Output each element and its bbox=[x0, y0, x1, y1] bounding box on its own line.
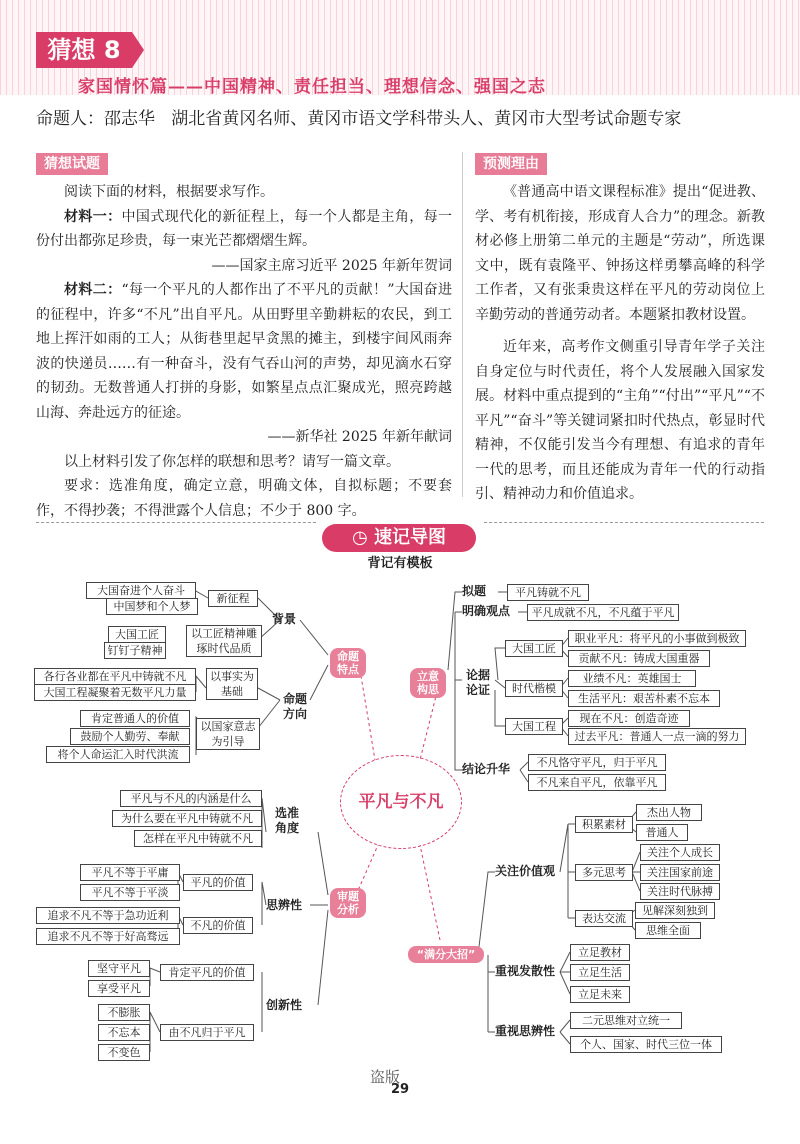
bl-leaf-9: 不变色 bbox=[98, 1044, 150, 1061]
hub-proposition: 命题特点 bbox=[330, 648, 366, 678]
br-critical: 重视思辨性 bbox=[495, 1024, 556, 1038]
tl-leaf-3: 大国工匠 bbox=[108, 626, 166, 643]
tl-craftsman: 以工匠精神雕琢时代品质 bbox=[186, 625, 262, 657]
br-spread-2: 立足生活 bbox=[570, 964, 630, 981]
author-label: 命题人：邵志华 bbox=[36, 109, 155, 129]
material-two-source: ——新华社 2025 年新年献词 bbox=[267, 429, 452, 445]
tr-viewpoint-value: 平凡成就不凡，不凡蕴于平凡 bbox=[527, 604, 679, 621]
bl-angle-2: 为什么要在平凡中铸就不凡 bbox=[112, 810, 262, 827]
br-leaf-4: 关注国家前途 bbox=[640, 864, 720, 881]
br-leaf-7: 思维全面 bbox=[635, 922, 701, 939]
intro-text: 阅读下面的材料，根据要求写作。 bbox=[64, 184, 274, 200]
bl-dialectic: 思辨性 bbox=[266, 898, 303, 912]
tl-leaf-5: 各行各业都在平凡中铸就不凡 bbox=[34, 668, 196, 685]
bl-mid-1: 平凡的价值 bbox=[183, 874, 253, 891]
br-leaf-5: 关注时代脉搏 bbox=[640, 883, 720, 900]
tl-leaf-6: 大国工程凝聚着无数平凡力量 bbox=[34, 684, 196, 701]
tr-argument: 论据论证 bbox=[465, 668, 490, 697]
hub-tips: “满分大招” bbox=[408, 946, 484, 963]
bl-leaf-6: 享受平凡 bbox=[88, 980, 150, 997]
bl-leaf-3: 追求不凡不等于急功近利 bbox=[36, 907, 180, 924]
tr-leaf-1: 职业平凡：将平凡的小事做到极致 bbox=[568, 630, 746, 647]
page-number: 29 bbox=[390, 1082, 410, 1097]
bl-leaf-4: 追求不凡不等于好高骛远 bbox=[36, 928, 180, 945]
tr-leaf-3: 业绩不凡：英雄国士 bbox=[568, 670, 696, 687]
tl-background: 背景 bbox=[272, 612, 297, 626]
tl-leaf-1: 大国奋进个人奋斗 bbox=[86, 582, 196, 599]
tl-leaf-8: 鼓励个人勤劳、奉献 bbox=[70, 728, 190, 745]
tr-group-2: 时代楷模 bbox=[505, 680, 563, 697]
tr-title: 拟题 bbox=[462, 584, 487, 598]
bl-leaf-8: 不忘本 bbox=[98, 1024, 150, 1041]
bl-leaf-2: 平凡不等于平淡 bbox=[80, 884, 180, 901]
br-critical-2: 个人、国家、时代三位一体 bbox=[570, 1036, 722, 1053]
material-one-source: ——国家主席习近平 2025 年新年贺词 bbox=[211, 257, 452, 274]
tr-leaf-4: 生活平凡：艰苦朴素不忘本 bbox=[568, 690, 720, 707]
tl-national-will: 以国家意志为引导 bbox=[196, 718, 260, 750]
tl-facts: 以事实为基础 bbox=[206, 668, 258, 700]
tl-leaf-2: 中国梦和个人梦 bbox=[106, 598, 198, 615]
mindmap-center: 平凡与不凡 bbox=[340, 755, 462, 849]
br-values: 关注价值观 bbox=[495, 864, 556, 878]
reason-paragraph-2: 近年来，高考作文侧重引导青年学子关注自身定位与时代责任，将个人发展融入国家发展。材料中重点提到的“主角”“付出”“平凡”“不平凡”“奋斗”等关键词紧扣时代热点，彰显时代精神，不仅能引发当今有理想、有追求的青年一代的思考，而且还能成为青年一代的行动指引、精神动力和价值追求。 bbox=[475, 339, 765, 502]
tl-leaf-4: 钉钉子精神 bbox=[104, 642, 166, 659]
bl-angle-3: 怎样在平凡中铸就不凡 bbox=[134, 830, 262, 847]
br-spread-3: 立足未来 bbox=[570, 986, 630, 1003]
bl-mid-4: 由不凡归于平凡 bbox=[160, 1024, 254, 1041]
br-divergent: 重视发散性 bbox=[495, 964, 556, 978]
bl-leaf-7: 不膨胀 bbox=[98, 1004, 150, 1021]
tr-viewpoint: 明确观点 bbox=[462, 604, 511, 618]
hub-conception: 立意构思 bbox=[410, 668, 446, 698]
chapter-subtitle: 家国情怀篇——中国精神、责任担当、理想信念、强国之志 bbox=[78, 77, 546, 97]
tl-new-journey: 新征程 bbox=[208, 590, 258, 607]
bl-mid-3: 肯定平凡的价值 bbox=[160, 964, 254, 981]
br-critical-1: 二元思维对立统一 bbox=[570, 1012, 682, 1029]
chapter-badge: 猜想 8 bbox=[36, 32, 132, 68]
bl-leaf-5: 坚守平凡 bbox=[88, 960, 150, 977]
tr-leaf-6: 过去平凡：普通人一点一滴的努力 bbox=[568, 728, 746, 745]
mindmap-title: ◷ 速记导图 bbox=[322, 524, 476, 552]
br-leaf-3: 关注个人成长 bbox=[640, 844, 720, 861]
bl-innovation: 创新性 bbox=[266, 998, 303, 1012]
material-two: 材料二：“每一个平凡的人都作出了不平凡的贡献！”大国奋进的征程中，许多“不凡”出自平凡。从田野里辛勤耕耘的农民，到工地上挥汗如雨的工人；从街巷里起早贪黑的摊主，到楼宇间风雨奔波的快递员……有一种奋斗，没有气吞山河的声势，却见滴水石穿的韧劲。无数普通人打拼的身影，如繁星点点汇聚成光，照亮跨越山海、奔赴远方的征途。 bbox=[36, 282, 452, 421]
br-mid-2: 多元思考 bbox=[575, 864, 633, 881]
tr-leaf-2: 贡献不凡：铸成大国重器 bbox=[568, 650, 710, 667]
br-leaf-2: 普通人 bbox=[636, 824, 688, 841]
tr-conclusion-1: 不凡恪守平凡，归于平凡 bbox=[528, 754, 666, 771]
tr-group-1: 大国工匠 bbox=[505, 640, 563, 657]
tr-conclusion-2: 不凡来自平凡，依靠平凡 bbox=[528, 774, 666, 791]
bl-leaf-1: 平凡不等于平庸 bbox=[80, 864, 180, 881]
reason-paragraph-1: 《普通高中语文课程标准》提出“促进教、学、考有机衔接，形成育人合力”的理念。新教材必修上册第二单元的主题是“劳动”，所选课文中，既有袁隆平、钟扬这样勇攀高峰的科学工作者，又有张秉贵这样在平凡的劳动岗位上辛勤劳动的普通劳动者。本题紧扣教材设置。 bbox=[475, 184, 765, 323]
tl-leaf-7: 肯定普通人的价值 bbox=[80, 710, 190, 727]
br-mid-3: 表达交流 bbox=[575, 910, 633, 927]
section-tag-reason: 预测理由 bbox=[475, 153, 547, 175]
question-text: 以上材料引发了你怎样的联想和思考？请写一篇文章。 bbox=[64, 453, 400, 470]
section-tag-question: 猜想试题 bbox=[36, 153, 108, 175]
tr-leaf-5: 现在不凡：创造奇迹 bbox=[568, 710, 690, 727]
br-spread-1: 立足教材 bbox=[570, 944, 630, 961]
requirements-text: 要求：选准角度，确定立意，明确文体，自拟标题；不要套作，不得抄袭；不得泄露个人信息；不少于 800 字。 bbox=[36, 478, 452, 519]
tl-direction: 命题方向 bbox=[282, 692, 307, 721]
hub-analysis: 审题分析 bbox=[330, 888, 366, 918]
bl-angle: 选准角度 bbox=[274, 806, 299, 835]
material-one: 材料一：中国式现代化的新征程上，每一个人都是主角，每一份付出都弥足珍贵，每一束光芒都熠熠生辉。 bbox=[36, 208, 453, 249]
br-leaf-1: 杰出人物 bbox=[636, 804, 702, 821]
br-leaf-6: 见解深刻独到 bbox=[635, 902, 715, 919]
tr-title-value: 平凡铸就不凡 bbox=[507, 584, 589, 601]
author-description: 湖北省黄冈名师、黄冈市语文学科带头人、黄冈市大型考试命题专家 bbox=[171, 109, 682, 129]
tl-leaf-9: 将个人命运汇入时代洪流 bbox=[46, 746, 190, 763]
bl-mid-2: 不凡的价值 bbox=[183, 917, 253, 934]
tr-group-3: 大国工程 bbox=[505, 718, 563, 735]
bl-angle-1: 平凡与不凡的内涵是什么 bbox=[120, 790, 262, 807]
watermark-text: 盗版 bbox=[370, 1068, 401, 1086]
br-mid-1: 积累素材 bbox=[575, 816, 633, 833]
tr-conclusion: 结论升华 bbox=[462, 762, 511, 776]
mindmap-subtitle: 背记有模板 bbox=[367, 556, 433, 571]
